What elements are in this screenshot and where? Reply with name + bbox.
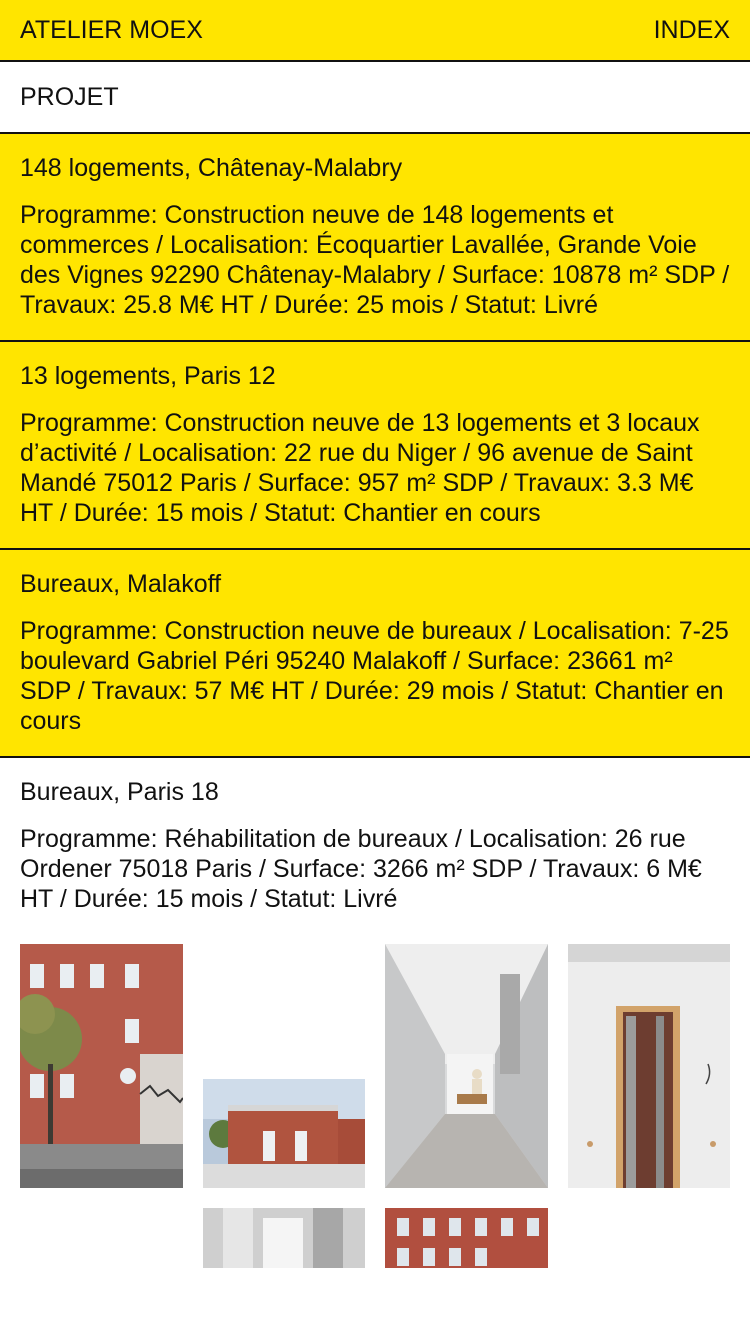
project-title: Bureaux, Paris 18 bbox=[20, 778, 219, 806]
project-item[interactable] bbox=[0, 134, 750, 342]
project-title: 13 logements, Paris 12 bbox=[20, 362, 276, 390]
project-item-expanded[interactable] bbox=[0, 758, 750, 934]
project-gallery bbox=[0, 934, 750, 1250]
project-photo[interactable] bbox=[385, 944, 548, 1188]
project-photo[interactable] bbox=[20, 944, 183, 1188]
section-title: PROJET bbox=[0, 62, 750, 134]
project-title: 148 logements, Châtenay-Malabry bbox=[20, 154, 403, 182]
project-photo[interactable] bbox=[203, 1079, 365, 1188]
project-photo[interactable] bbox=[385, 1208, 548, 1268]
project-photo[interactable] bbox=[568, 944, 730, 1188]
project-title: Bureaux, Malakoff bbox=[20, 570, 222, 598]
index-link[interactable]: INDEX bbox=[653, 15, 730, 44]
project-description: Programme: Construction neuve de bureaux / Localisation: 7-25 boulevard Gabriel Péri 95240 Malakoff / Surface: 23661 m² SDP / Travaux: 57 M€ HT / Durée: 29 mois / Statut: Chantier en cours bbox=[20, 617, 729, 735]
project-description: Programme: Construction neuve de 13 logements et 3 locaux d’activité / Localisation: 22 rue du Niger / 96 avenue de Saint Mandé 75012 Paris / Surface: 957 m² SDP / Travaux: 3.3 M€ HT / Durée: 15 mois / Statut: Chantier en cours bbox=[20, 409, 700, 527]
project-item[interactable] bbox=[0, 342, 750, 550]
site-header bbox=[0, 0, 750, 62]
project-item[interactable] bbox=[0, 550, 750, 758]
project-description: Programme: Construction neuve de 148 logements et commerces / Localisation: Écoquartier Lavallée, Grande Voie des Vignes 92290 Châtenay-Malabry / Surface: 10878 m² SDP / Travaux: 25.8 M€ HT / Durée: 25 mois / Statut: Livré bbox=[20, 201, 730, 319]
project-photo[interactable] bbox=[203, 1208, 365, 1268]
brand-link[interactable]: ATELIER MOEX bbox=[20, 15, 203, 44]
project-description: Programme: Réhabilitation de bureaux / Localisation: 26 rue Ordener 75018 Paris / Surface: 3266 m² SDP / Travaux: 6 M€ HT / Durée: 15 mois / Statut: Livré bbox=[20, 825, 702, 913]
